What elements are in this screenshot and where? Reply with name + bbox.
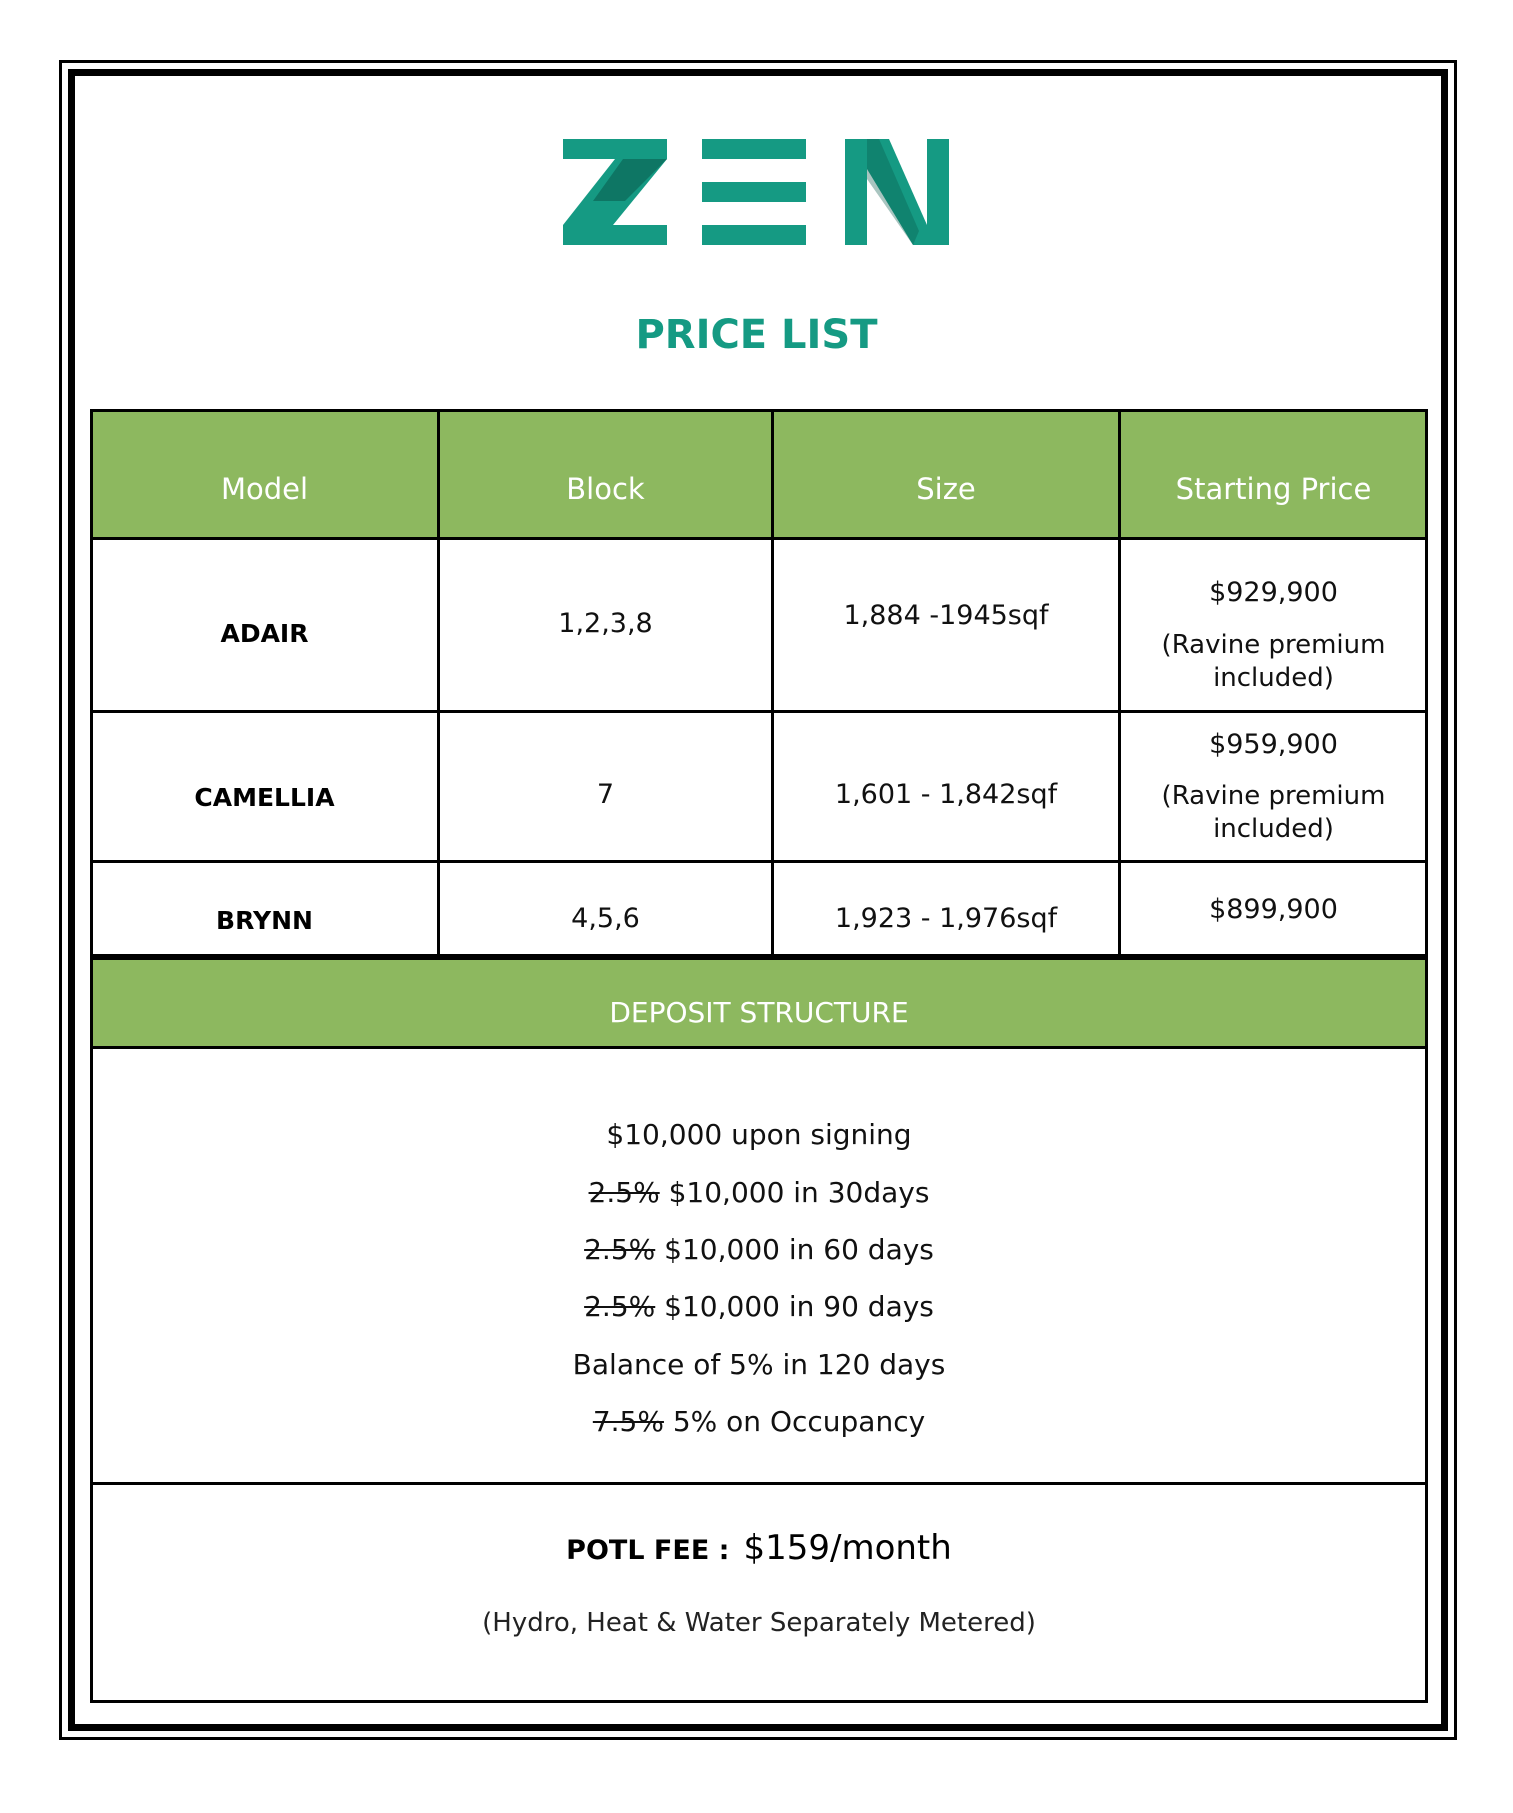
row-camellia-block: 7 [596, 779, 615, 810]
deposit-line-4 [92, 1290, 1426, 1323]
deposit-box-border [90, 957, 1428, 1703]
deposit-line-3 [92, 1233, 1426, 1266]
deposit-line-3-text: $10,000 in 60 days [664, 1233, 934, 1266]
deposit-line-6 [92, 1405, 1426, 1438]
deposit-line-2-struck: 2.5% [588, 1176, 660, 1209]
deposit-line-5 [92, 1348, 1426, 1381]
row-adair-price-note-1: (Ravine premium [1161, 630, 1386, 660]
deposit-line-1 [92, 1118, 1426, 1151]
page-title: PRICE LIST [635, 312, 878, 358]
zen-logo [563, 139, 949, 245]
header-model: Model [220, 472, 309, 506]
row-adair-model: ADAIR [220, 619, 309, 648]
deposit-line-4-struck: 2.5% [584, 1290, 656, 1323]
row-divider [90, 710, 1428, 713]
potl-fee-note: (Hydro, Heat & Water Separately Metered) [482, 1608, 1036, 1638]
row-camellia-price-note-2: included) [1213, 814, 1334, 844]
row-camellia-size: 1,601 - 1,842sqf [834, 779, 1058, 810]
header-size: Size [916, 472, 976, 506]
row-camellia-model: CAMELLIA [194, 783, 335, 812]
row-adair-size: 1,884 -1945sqf [843, 600, 1049, 631]
row-adair-price-note-2: included) [1213, 663, 1334, 693]
row-divider [90, 860, 1428, 863]
deposit-header-divider [90, 1046, 1428, 1049]
potl-fee-value: $159/month [743, 1528, 952, 1568]
row-brynn-model: BRYNN [216, 906, 313, 935]
header-starting-price: Starting Price [1175, 472, 1372, 506]
deposit-line-4-text: $10,000 in 90 days [664, 1290, 934, 1323]
deposit-line-2 [92, 1176, 1426, 1209]
row-adair-price: $929,900 [1209, 577, 1338, 608]
row-brynn-price: $899,900 [1209, 894, 1338, 925]
deposit-line-5-text: Balance of 5% in 120 days [572, 1348, 946, 1381]
row-camellia-price-note-1: (Ravine premium [1161, 781, 1386, 811]
deposit-line-1-text: $10,000 upon signing [606, 1118, 912, 1151]
deposit-line-6-struck: 7.5% [592, 1405, 664, 1438]
deposit-line-2-text: $10,000 in 30days [668, 1176, 930, 1209]
header-block: Block [566, 472, 645, 506]
row-adair-block: 1,2,3,8 [558, 608, 653, 639]
row-brynn-size: 1,923 - 1,976sqf [834, 903, 1058, 934]
deposit-line-6-text: 5% on Occupancy [672, 1405, 926, 1438]
row-brynn-block: 4,5,6 [571, 903, 640, 934]
potl-fee [92, 1528, 1426, 1568]
row-divider [90, 537, 1428, 540]
potl-divider [90, 1482, 1428, 1485]
deposit-line-3-struck: 2.5% [584, 1233, 656, 1266]
row-camellia-price: $959,900 [1209, 729, 1338, 760]
deposit-heading: DEPOSIT STRUCTURE [609, 996, 909, 1029]
potl-fee-label: POTL FEE : [566, 1535, 730, 1566]
